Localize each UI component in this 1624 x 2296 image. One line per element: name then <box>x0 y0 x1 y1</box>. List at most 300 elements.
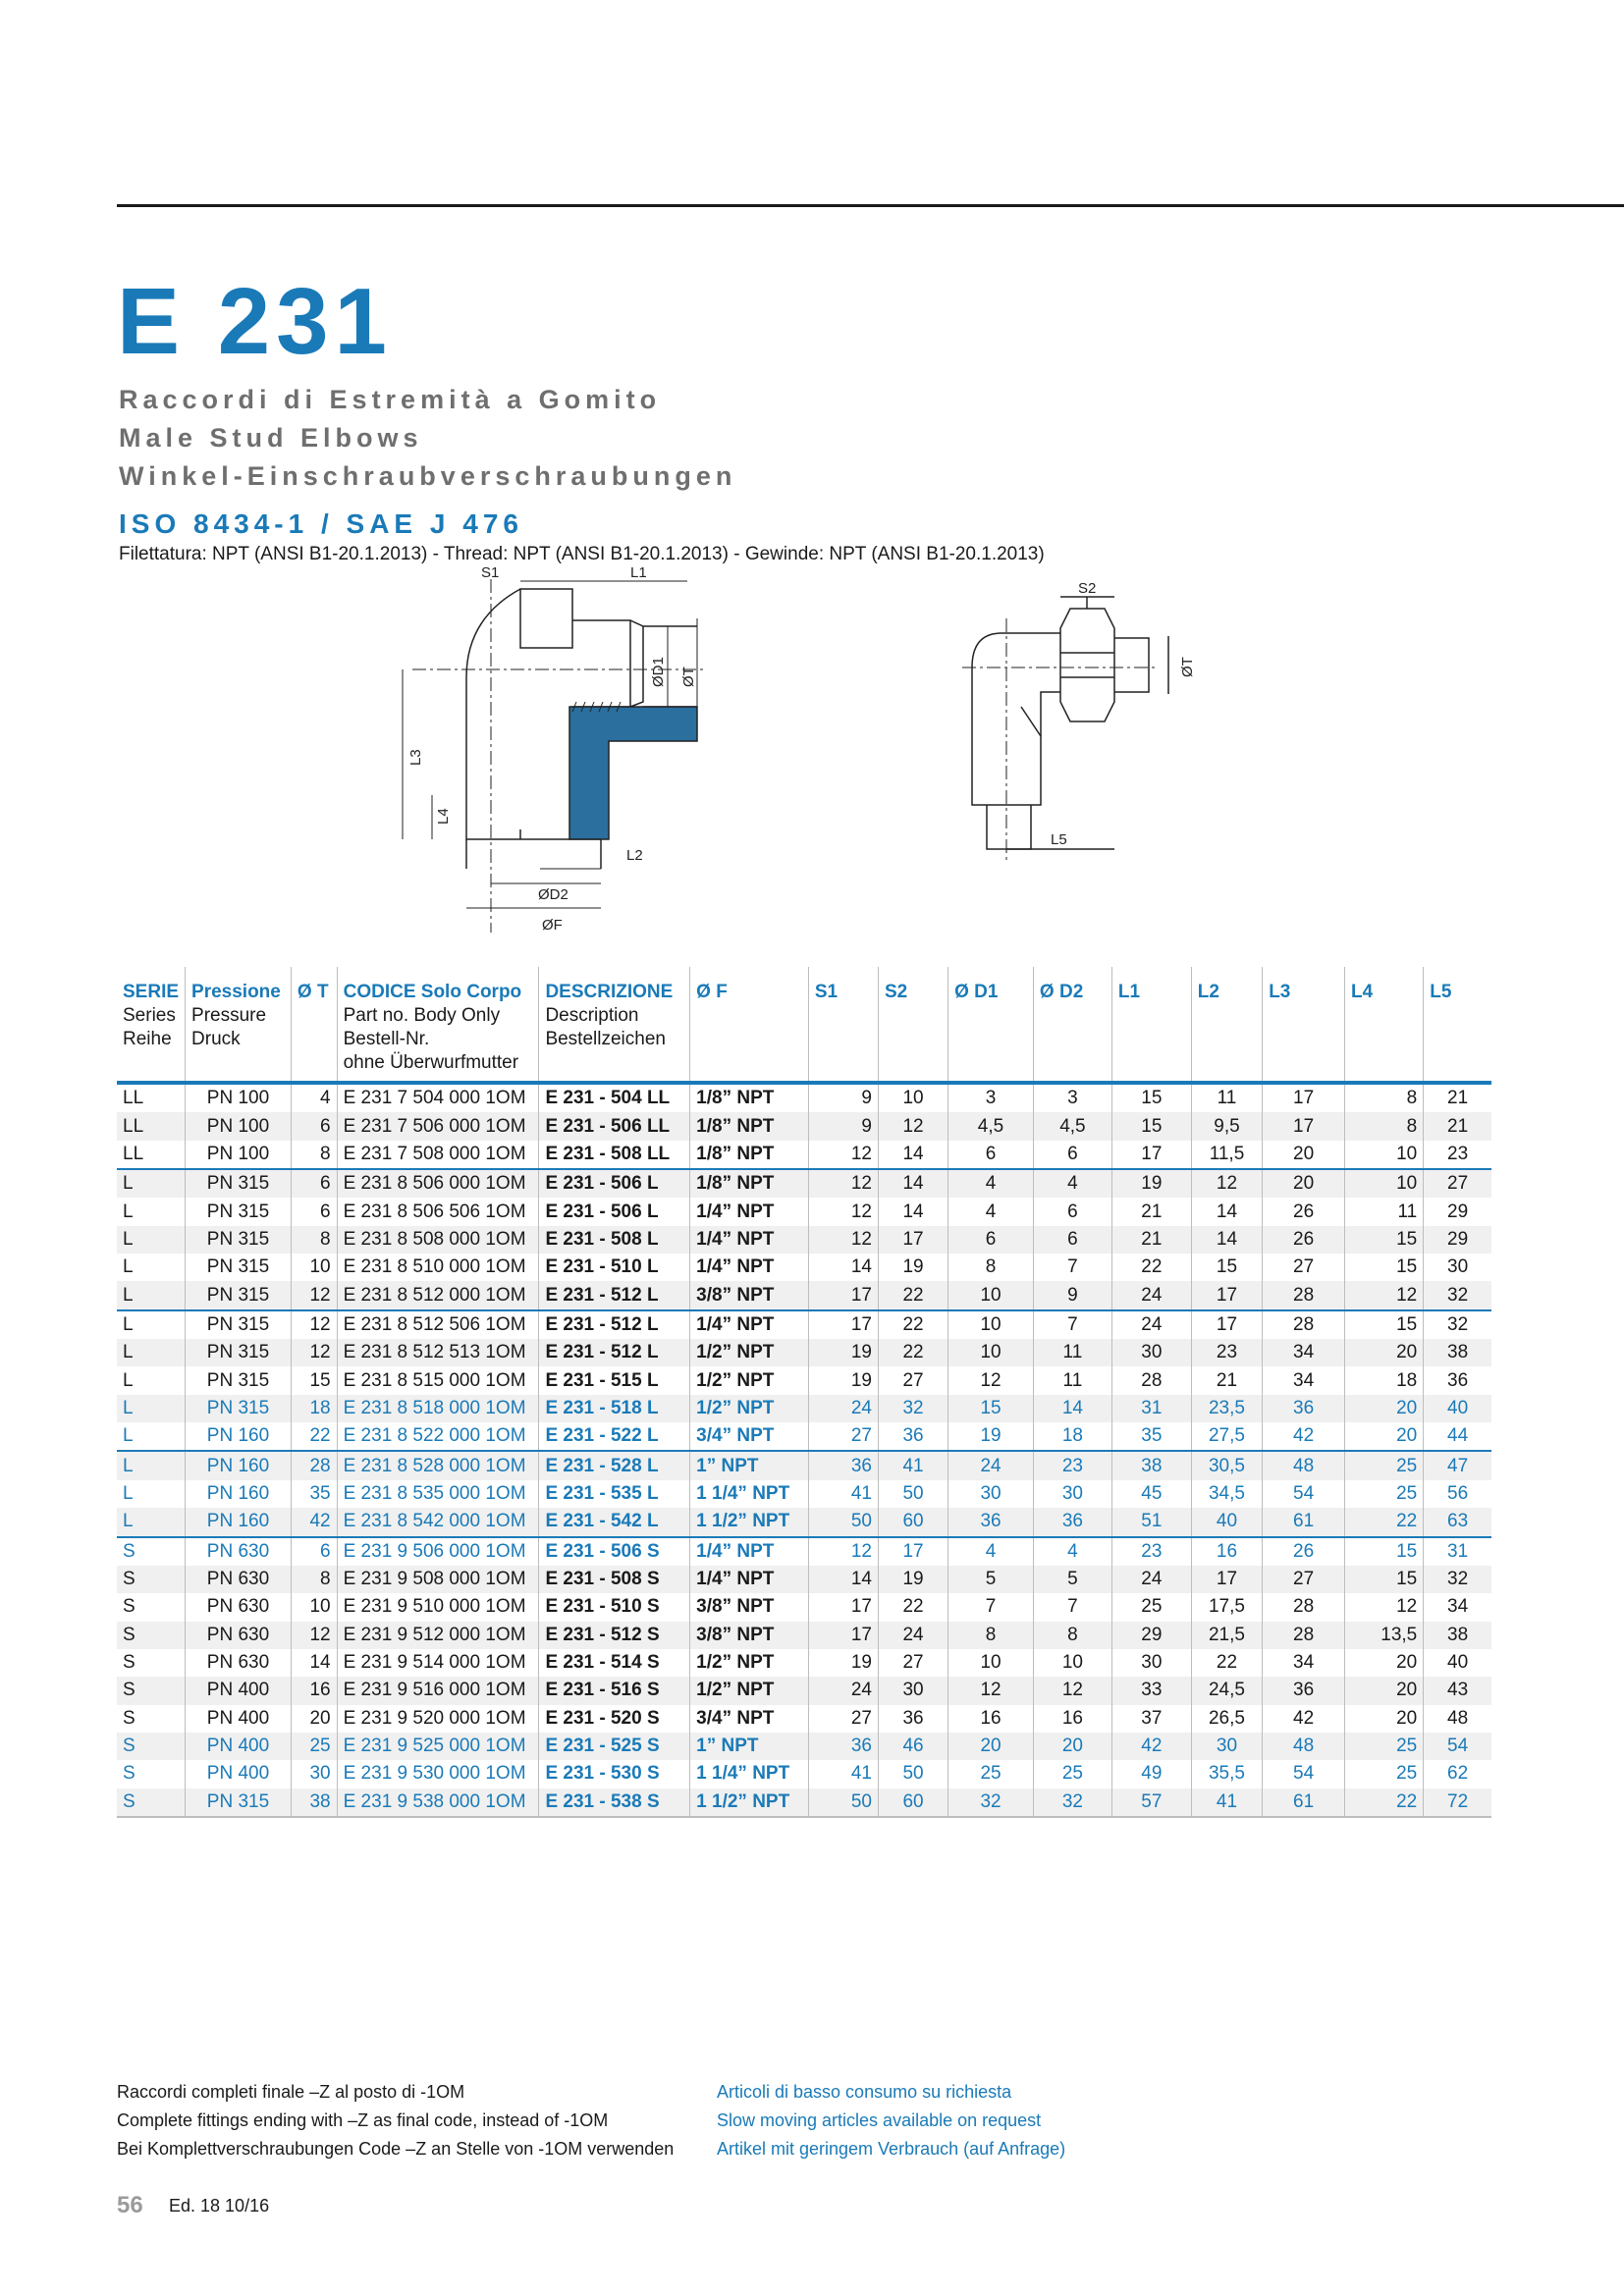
table-cell: 54 <box>1263 1760 1345 1788</box>
table-row <box>117 1339 1491 1366</box>
table-cell: 19 <box>808 1649 878 1677</box>
label-l2: L2 <box>626 847 643 864</box>
table-cell: 20 <box>1345 1422 1424 1451</box>
table-cell: 29 <box>1424 1226 1491 1254</box>
table-row <box>117 1310 1491 1339</box>
table-cell: 1/4” NPT <box>690 1254 809 1281</box>
table-row <box>117 1198 1491 1225</box>
table-cell: E 231 9 510 000 1OM <box>337 1593 539 1621</box>
table-cell: 17,5 <box>1191 1593 1262 1621</box>
subtitle-block <box>119 381 736 496</box>
table-cell: 30,5 <box>1191 1451 1262 1479</box>
table-cell: 17 <box>808 1593 878 1621</box>
column-header-sublabel: Description <box>545 1005 639 1026</box>
table-cell: E 231 - 508 L <box>539 1226 690 1254</box>
table-cell: E 231 - 525 S <box>539 1733 690 1760</box>
table-cell: E 231 - 504 LL <box>539 1083 690 1112</box>
table-cell: 50 <box>808 1508 878 1536</box>
table-cell: 22 <box>878 1281 947 1309</box>
note-de: Bei Komplettverschraubungen Code –Z an Stelle von -1OM verwenden <box>117 2139 675 2159</box>
table-cell: 20 <box>1345 1705 1424 1733</box>
table-cell: L <box>117 1395 186 1422</box>
table-cell: 14 <box>878 1169 947 1198</box>
table-row <box>117 1622 1491 1649</box>
column-header-sublabel: ohne Überwurfmutter <box>343 1052 519 1073</box>
column-header-sublabel: Pressure <box>191 1005 267 1026</box>
table-cell: 20 <box>1033 1733 1111 1760</box>
table-row <box>117 1508 1491 1536</box>
table-cell: 4 <box>1033 1169 1111 1198</box>
column-header-label: L3 <box>1269 982 1291 1002</box>
page-number: 56 <box>117 2192 143 2218</box>
table-row <box>117 1169 1491 1198</box>
table-cell: 36 <box>1033 1508 1111 1536</box>
table-cell: E 231 8 535 000 1OM <box>337 1480 539 1508</box>
table-cell: 12 <box>808 1537 878 1566</box>
table-cell: 42 <box>291 1508 337 1536</box>
table-cell: 32 <box>948 1789 1034 1817</box>
table-cell: 12 <box>878 1112 947 1140</box>
label-l3: L3 <box>407 749 424 766</box>
table-cell: 35 <box>1111 1422 1191 1451</box>
table-row <box>117 1422 1491 1451</box>
table-cell: L <box>123 1369 134 1391</box>
table-cell: 7 <box>948 1593 1034 1621</box>
table-cell: 9,5 <box>1191 1112 1262 1140</box>
column-header-sublabel: Bestell-Nr. <box>343 1029 430 1049</box>
table-cell: E 231 - 516 S <box>539 1677 690 1704</box>
table-cell: L <box>117 1451 186 1479</box>
table-cell: S <box>117 1733 186 1760</box>
table-cell: 3 <box>948 1083 1034 1112</box>
table-cell: 42 <box>1111 1733 1191 1760</box>
table-cell: E 231 8 506 506 1OM <box>337 1198 539 1225</box>
table-cell: E 231 8 506 000 1OM <box>337 1169 539 1198</box>
table-cell: 34 <box>1263 1366 1345 1394</box>
column-header-label: Ø T <box>297 982 329 1002</box>
table-cell: E 231 9 538 000 1OM <box>337 1789 539 1817</box>
table-cell: 15 <box>1345 1310 1424 1339</box>
table-cell: 17 <box>878 1226 947 1254</box>
table-cell: 32 <box>1033 1789 1111 1817</box>
table-cell: 61 <box>1263 1508 1345 1536</box>
column-header <box>690 967 809 1083</box>
table-cell: 10 <box>948 1310 1034 1339</box>
table-cell: 11,5 <box>1191 1141 1262 1169</box>
table-cell: E 231 - 506 LL <box>539 1112 690 1140</box>
table-cell: PN 315 <box>186 1254 292 1281</box>
table-cell: 26 <box>1263 1537 1345 1566</box>
column-header <box>1345 967 1424 1083</box>
table-cell: 6 <box>291 1537 337 1566</box>
table-cell: 22 <box>878 1593 947 1621</box>
table-cell: E 231 - 510 S <box>539 1593 690 1621</box>
table-cell: 6 <box>1033 1198 1111 1225</box>
table-cell: 12 <box>1345 1281 1424 1309</box>
table-cell: 62 <box>1424 1760 1491 1788</box>
table-cell: 47 <box>1424 1451 1491 1479</box>
table-cell: 60 <box>878 1508 947 1536</box>
label-d2: ØD2 <box>538 886 568 903</box>
table-cell: 1 1/2” NPT <box>690 1508 809 1536</box>
table-cell: 14 <box>1191 1198 1262 1225</box>
table-cell: 12 <box>291 1339 337 1366</box>
column-header <box>1191 967 1262 1083</box>
table-cell: 1” NPT <box>690 1733 809 1760</box>
table-row <box>117 1566 1491 1593</box>
table-cell: E 231 - 522 L <box>539 1422 690 1451</box>
table-cell: 28 <box>1263 1281 1345 1309</box>
table-cell: 22 <box>1345 1789 1424 1817</box>
label-l1: L1 <box>630 564 647 581</box>
table-cell: 1/4” NPT <box>690 1226 809 1254</box>
table-cell: PN 315 <box>186 1281 292 1309</box>
table-cell: 8 <box>1345 1112 1424 1140</box>
standard-heading: ISO 8434-1 / SAE J 476 <box>119 508 523 539</box>
table-cell: 44 <box>1424 1422 1491 1451</box>
table-cell: 17 <box>878 1537 947 1566</box>
table-cell: 31 <box>1111 1395 1191 1422</box>
table-cell: PN 630 <box>186 1622 292 1649</box>
table-cell: 15 <box>1345 1254 1424 1281</box>
table-cell: 3/8” NPT <box>690 1281 809 1309</box>
table-row <box>117 1451 1491 1479</box>
table-cell: 32 <box>1424 1281 1491 1309</box>
table-cell: 10 <box>878 1083 947 1112</box>
table-cell: 1 1/4” NPT <box>690 1480 809 1508</box>
label-t: ØT <box>680 667 697 687</box>
table-cell: 17 <box>808 1281 878 1309</box>
table-cell: 36 <box>1263 1395 1345 1422</box>
table-cell: 27 <box>1424 1169 1491 1198</box>
table-cell: S <box>117 1566 186 1593</box>
table-cell: E 231 8 512 000 1OM <box>337 1281 539 1309</box>
column-header-label: DESCRIZIONE <box>545 982 674 1002</box>
table-cell: PN 100 <box>186 1141 292 1169</box>
table-cell: 18 <box>1033 1422 1111 1451</box>
table-cell: 41 <box>878 1451 947 1479</box>
subtitle-de: Winkel-Einschraubverschraubungen <box>119 461 737 491</box>
table-cell: 26 <box>1263 1226 1345 1254</box>
table-cell: E 231 - 530 S <box>539 1760 690 1788</box>
table-cell: 12 <box>291 1281 337 1309</box>
table-cell: E 231 9 508 000 1OM <box>337 1566 539 1593</box>
table-cell: PN 400 <box>186 1733 292 1760</box>
table-cell: 50 <box>878 1480 947 1508</box>
table-cell: 22 <box>291 1422 337 1451</box>
table-cell: 19 <box>948 1422 1034 1451</box>
table-cell: 15 <box>291 1366 337 1394</box>
column-header <box>1111 967 1191 1083</box>
table-cell: E 231 8 528 000 1OM <box>337 1451 539 1479</box>
table-cell: 16 <box>1191 1537 1262 1566</box>
table-row <box>117 1366 1491 1394</box>
table-cell: 41 <box>1191 1789 1262 1817</box>
table-cell: 19 <box>808 1366 878 1394</box>
table-cell: PN 630 <box>186 1593 292 1621</box>
table-cell: 24 <box>878 1622 947 1649</box>
table-cell: 38 <box>1111 1451 1191 1479</box>
table-cell: 15 <box>948 1395 1034 1422</box>
table-cell: 14 <box>808 1566 878 1593</box>
table-row <box>117 1395 1491 1422</box>
table-cell: E 231 8 542 000 1OM <box>337 1508 539 1536</box>
table-cell: 30 <box>1111 1339 1191 1366</box>
table-row <box>117 1593 1491 1621</box>
table-cell: L <box>117 1281 186 1309</box>
table-cell: 8 <box>1345 1083 1424 1112</box>
table-cell: LL <box>117 1112 186 1140</box>
table-row <box>117 1112 1491 1140</box>
table-cell: 18 <box>291 1395 337 1422</box>
section-fill <box>569 707 697 839</box>
table-cell: 1 1/2” NPT <box>690 1789 809 1817</box>
table-cell: 30 <box>948 1480 1034 1508</box>
table-cell: E 231 9 525 000 1OM <box>337 1733 539 1760</box>
table-cell: 28 <box>1263 1310 1345 1339</box>
table-cell: 25 <box>1111 1593 1191 1621</box>
column-header-label: L5 <box>1430 982 1452 1002</box>
table-cell: 22 <box>1111 1254 1191 1281</box>
table-cell: 6 <box>1033 1226 1111 1254</box>
table-cell: 21 <box>1191 1366 1262 1394</box>
column-header <box>1263 967 1345 1083</box>
note-right-it: Articoli di basso consumo su richiesta <box>717 2082 1012 2102</box>
table-cell: E 231 - 538 S <box>539 1789 690 1817</box>
table-cell: E 231 9 520 000 1OM <box>337 1705 539 1733</box>
table-cell: 4 <box>291 1083 337 1112</box>
table-cell: L <box>123 1256 134 1278</box>
spec-table <box>117 967 1491 1818</box>
elbow-body <box>972 633 1060 805</box>
table-cell: 22 <box>878 1310 947 1339</box>
column-header <box>117 967 186 1083</box>
table-cell: 1/2” NPT <box>690 1649 809 1677</box>
table-cell: 20 <box>1345 1339 1424 1366</box>
table-cell: E 231 9 512 000 1OM <box>337 1622 539 1649</box>
drawing-labels <box>407 564 697 934</box>
table-cell: 1/2” NPT <box>690 1395 809 1422</box>
table-cell: PN 315 <box>186 1366 292 1394</box>
table-cell: PN 160 <box>186 1480 292 1508</box>
table-cell: 12 <box>808 1169 878 1198</box>
table-cell: L <box>117 1169 186 1198</box>
table-cell: E 231 - 506 L <box>539 1169 690 1198</box>
column-header-label: S1 <box>814 982 839 1002</box>
table-cell: 9 <box>1033 1281 1111 1309</box>
table-cell: 24 <box>1111 1310 1191 1339</box>
column-header-sublabel: Reihe <box>123 1029 172 1049</box>
table-cell: E 231 - 506 L <box>539 1198 690 1225</box>
table-cell: 3/8” NPT <box>690 1593 809 1621</box>
table-cell: 19 <box>808 1339 878 1366</box>
table-cell: 25 <box>291 1733 337 1760</box>
table-cell: 29 <box>1111 1622 1191 1649</box>
column-header-label: L2 <box>1197 982 1219 1002</box>
subtitle-en: Male Stud Elbows <box>119 423 423 453</box>
table-cell: 14 <box>808 1254 878 1281</box>
table-cell: 1/2” NPT <box>690 1366 809 1394</box>
table-cell: 11 <box>1033 1339 1111 1366</box>
table-cell: 20 <box>1345 1395 1424 1422</box>
notes-right <box>717 2078 1065 2163</box>
table-cell: 35 <box>291 1480 337 1508</box>
table-cell: LL <box>123 1143 144 1164</box>
column-header-sublabel: Part no. Body Only <box>343 1005 501 1026</box>
table-cell: 12 <box>1345 1593 1424 1621</box>
table-cell: 46 <box>878 1733 947 1760</box>
table-cell: 1/8” NPT <box>690 1141 809 1169</box>
table-cell: 8 <box>948 1622 1034 1649</box>
table-cell: L <box>123 1425 134 1447</box>
column-header-label: CODICE Solo Corpo <box>343 982 522 1002</box>
table-cell: 31 <box>1424 1537 1491 1566</box>
table-cell: 42 <box>1263 1705 1345 1733</box>
table-cell: E 231 - 515 L <box>539 1366 690 1394</box>
table-cell: 27 <box>1263 1566 1345 1593</box>
table-row <box>117 1733 1491 1760</box>
column-header-label: Pressione <box>191 982 281 1002</box>
table-cell: 36 <box>808 1733 878 1760</box>
table-cell: 60 <box>878 1789 947 1817</box>
table-cell: E 231 - 542 L <box>539 1508 690 1536</box>
table-cell: 1/8” NPT <box>690 1112 809 1140</box>
table-cell: 43 <box>1424 1677 1491 1704</box>
table-cell: 63 <box>1424 1508 1491 1536</box>
label-t2: ØT <box>1179 657 1196 677</box>
table-cell: E 231 - 528 L <box>539 1451 690 1479</box>
table-cell: 24,5 <box>1191 1677 1262 1704</box>
table-cell: 36 <box>878 1422 947 1451</box>
table-cell: 28 <box>1263 1622 1345 1649</box>
table-cell: 36 <box>878 1705 947 1733</box>
table-cell: 21,5 <box>1191 1622 1262 1649</box>
table-cell: E 231 - 512 L <box>539 1310 690 1339</box>
table-row <box>117 1254 1491 1281</box>
table-cell: 4 <box>1033 1537 1111 1566</box>
table-cell: E 231 - 512 S <box>539 1622 690 1649</box>
table-cell: 57 <box>1111 1789 1191 1817</box>
table-row <box>117 1677 1491 1704</box>
table-cell: 32 <box>1424 1310 1491 1339</box>
table-cell: 30 <box>1033 1480 1111 1508</box>
table-cell: 1/2” NPT <box>690 1339 809 1366</box>
table-cell: E 231 - 510 L <box>539 1254 690 1281</box>
table-cell: 10 <box>948 1649 1034 1677</box>
table-cell: 15 <box>1345 1566 1424 1593</box>
label-s1: S1 <box>481 564 500 581</box>
column-header <box>1033 967 1111 1083</box>
right-drawing-labels <box>1051 580 1196 848</box>
table-cell: 12 <box>948 1677 1034 1704</box>
table-cell: PN 315 <box>186 1395 292 1422</box>
table-cell: 18 <box>1345 1366 1424 1394</box>
table-cell: 7 <box>1033 1254 1111 1281</box>
table-cell: 17 <box>1111 1141 1191 1169</box>
table-row <box>117 1705 1491 1733</box>
table-cell: PN 315 <box>186 1226 292 1254</box>
table-cell: 56 <box>1424 1480 1491 1508</box>
table-cell: E 231 8 515 000 1OM <box>337 1366 539 1394</box>
table-cell: PN 630 <box>186 1537 292 1566</box>
table-cell: 23 <box>1033 1451 1111 1479</box>
table-cell: 27 <box>808 1422 878 1451</box>
table-cell: 15 <box>1345 1226 1424 1254</box>
table-cell: 24 <box>808 1677 878 1704</box>
table-cell: S <box>117 1789 186 1817</box>
table-cell: 12 <box>1191 1169 1262 1198</box>
table-cell: 50 <box>808 1789 878 1817</box>
table-cell: 28 <box>291 1451 337 1479</box>
table-cell: 23 <box>1111 1537 1191 1566</box>
table-cell: 21 <box>1424 1083 1491 1112</box>
table-cell: 22 <box>1345 1508 1424 1536</box>
table-cell: 27 <box>878 1649 947 1677</box>
dimension-lines <box>403 581 697 908</box>
table-cell: 26 <box>1263 1198 1345 1225</box>
table-cell: 14 <box>878 1198 947 1225</box>
table-cell: 1/4” NPT <box>690 1310 809 1339</box>
table-cell: 4 <box>948 1537 1034 1566</box>
table-cell: 14 <box>1033 1395 1111 1422</box>
table-row <box>117 1649 1491 1677</box>
table-cell: 30 <box>1111 1649 1191 1677</box>
table-cell: 32 <box>1424 1566 1491 1593</box>
column-header-sublabel: Series <box>123 1005 176 1026</box>
table-cell: 3/4” NPT <box>690 1422 809 1451</box>
table-cell: 20 <box>291 1705 337 1733</box>
column-header <box>878 967 947 1083</box>
table-cell: PN 400 <box>186 1677 292 1704</box>
table-cell: S <box>117 1622 186 1649</box>
table-row <box>117 1083 1491 1112</box>
table-cell: 41 <box>808 1760 878 1788</box>
label-f: ØF <box>542 917 563 934</box>
table-cell: 4,5 <box>948 1112 1034 1140</box>
table-cell: 34,5 <box>1191 1480 1262 1508</box>
table-cell: 1/4” NPT <box>690 1537 809 1566</box>
table-cell: 8 <box>291 1226 337 1254</box>
table-cell: 16 <box>948 1705 1034 1733</box>
table-cell: E 231 - 508 LL <box>539 1141 690 1169</box>
table-cell: 12 <box>1033 1677 1111 1704</box>
label-d1: ØD1 <box>650 657 667 687</box>
table-cell: 5 <box>948 1566 1034 1593</box>
table-cell: 49 <box>1111 1760 1191 1788</box>
table-cell: 36 <box>1424 1366 1491 1394</box>
table-cell: PN 315 <box>186 1310 292 1339</box>
table-cell: 38 <box>1424 1339 1491 1366</box>
table-cell: 11 <box>1033 1366 1111 1394</box>
table-cell: PN 315 <box>186 1169 292 1198</box>
thread-spec: Filettatura: NPT (ANSI B1-20.1.2013) - Thread: NPT (ANSI B1-20.1.2013) - Gewinde: NPT (ANSI B1-20.1.2013) <box>119 544 1045 564</box>
table-cell: 20 <box>1345 1677 1424 1704</box>
table-cell: 16 <box>291 1677 337 1704</box>
table-cell: 6 <box>1033 1141 1111 1169</box>
table-cell: 37 <box>1111 1705 1191 1733</box>
table-cell: S <box>123 1707 135 1729</box>
table-row <box>117 1760 1491 1788</box>
table-cell: 7 <box>1033 1310 1111 1339</box>
subtitle-it: Raccordi di Estremità a Gomito <box>119 385 662 414</box>
table-cell: 30 <box>1424 1254 1491 1281</box>
table-row <box>117 1537 1491 1566</box>
table-cell: PN 400 <box>186 1705 292 1733</box>
table-cell: 17 <box>1191 1566 1262 1593</box>
table-cell: 14 <box>291 1649 337 1677</box>
table-cell: 5 <box>1033 1566 1111 1593</box>
table-cell: 8 <box>1033 1622 1111 1649</box>
